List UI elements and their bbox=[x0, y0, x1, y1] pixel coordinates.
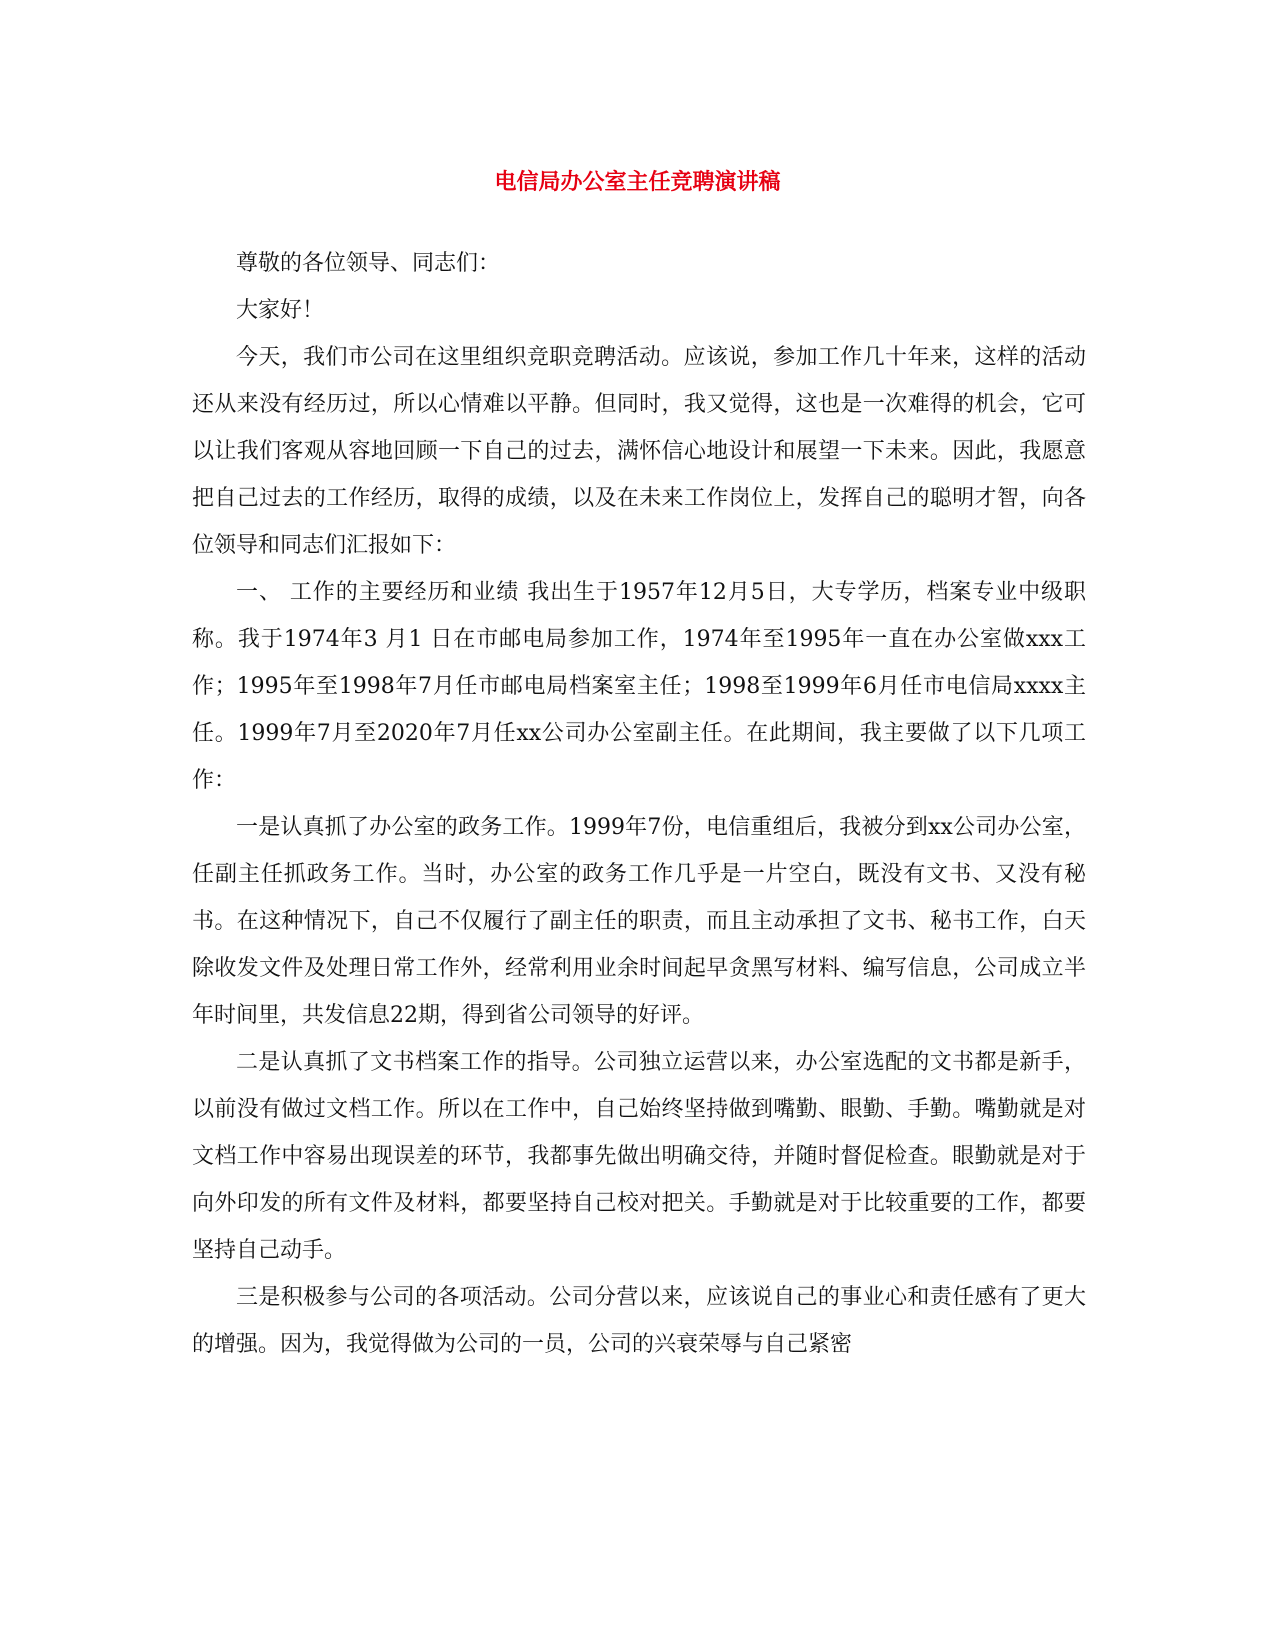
paragraph-work-2: 二是认真抓了文书档案工作的指导。公司独立运营以来，办公室选配的文书都是新手，以前没有做过文档工作。所以在工作中，自己始终坚持做到嘴勤、眼勤、手勤。嘴勤就是对文档工作中容易出现误差的环节，我都事先做出明确交待，并随时督促检查。眼勤就是对于向外印发的所有文件及材料，都要坚持自己校对把关。手勤就是对于比较重要的工作，都要坚持自己动手。 bbox=[192, 1050, 1086, 1263]
paragraph-work-1: 一是认真抓了办公室的政务工作。1999年7份，电信重组后，我被分到xx公司办公室，任副主任抓政务工作。当时，办公室的政务工作几乎是一片空白，既没有文书、又没有秘书。在这种情况下，自己不仅履行了副主任的职责，而且主动承担了文书、秘书工作，白天除收发文件及处理日常工作外，经常利用业余时间起早贪黑写材料、编写信息，公司成立半年时间里，共发信息22期，得到省公司领导的好评。 bbox=[192, 815, 1086, 1028]
document-body bbox=[192, 240, 1086, 1368]
document-title: 电信局办公室主任竞聘演讲稿 bbox=[494, 169, 781, 195]
paragraph-intro: 今天，我们市公司在这里组织竞职竞聘活动。应该说，参加工作几十年来，这样的活动还从来没有经历过，所以心情难以平静。但同时，我又觉得，这也是一次难得的机会，它可以让我们客观从容地回顾一下自己的过去，满怀信心地设计和展望一下未来。因此，我愿意把自己过去的工作经历，取得的成绩，以及在未来工作岗位上，发挥自己的聪明才智，向各位领导和同志们汇报如下： bbox=[192, 345, 1086, 558]
greeting: 大家好！ bbox=[236, 298, 325, 323]
paragraph-work-3: 三是积极参与公司的各项活动。公司分营以来，应该说自己的事业心和责任感有了更大的增强。因为，我觉得做为公司的一员，公司的兴衰荣辱与自己紧密 bbox=[192, 1285, 1086, 1357]
paragraph-experience: 一、 工作的主要经历和业绩 我出生于1957年12月5日，大专学历，档案专业中级职称。我于1974年3 月1 日在市邮电局参加工作，1974年至1995年一直在办公室做xxx工作；1995年至1998年7月任市邮电局档案室主任；1998至1999年6月任市电信局xxxx主任。1999年7月至2020年7月任xx公司办公室副主任。在此期间，我主要做了以下几项工作： bbox=[192, 580, 1086, 793]
salutation: 尊敬的各位领导、同志们： bbox=[236, 251, 501, 276]
